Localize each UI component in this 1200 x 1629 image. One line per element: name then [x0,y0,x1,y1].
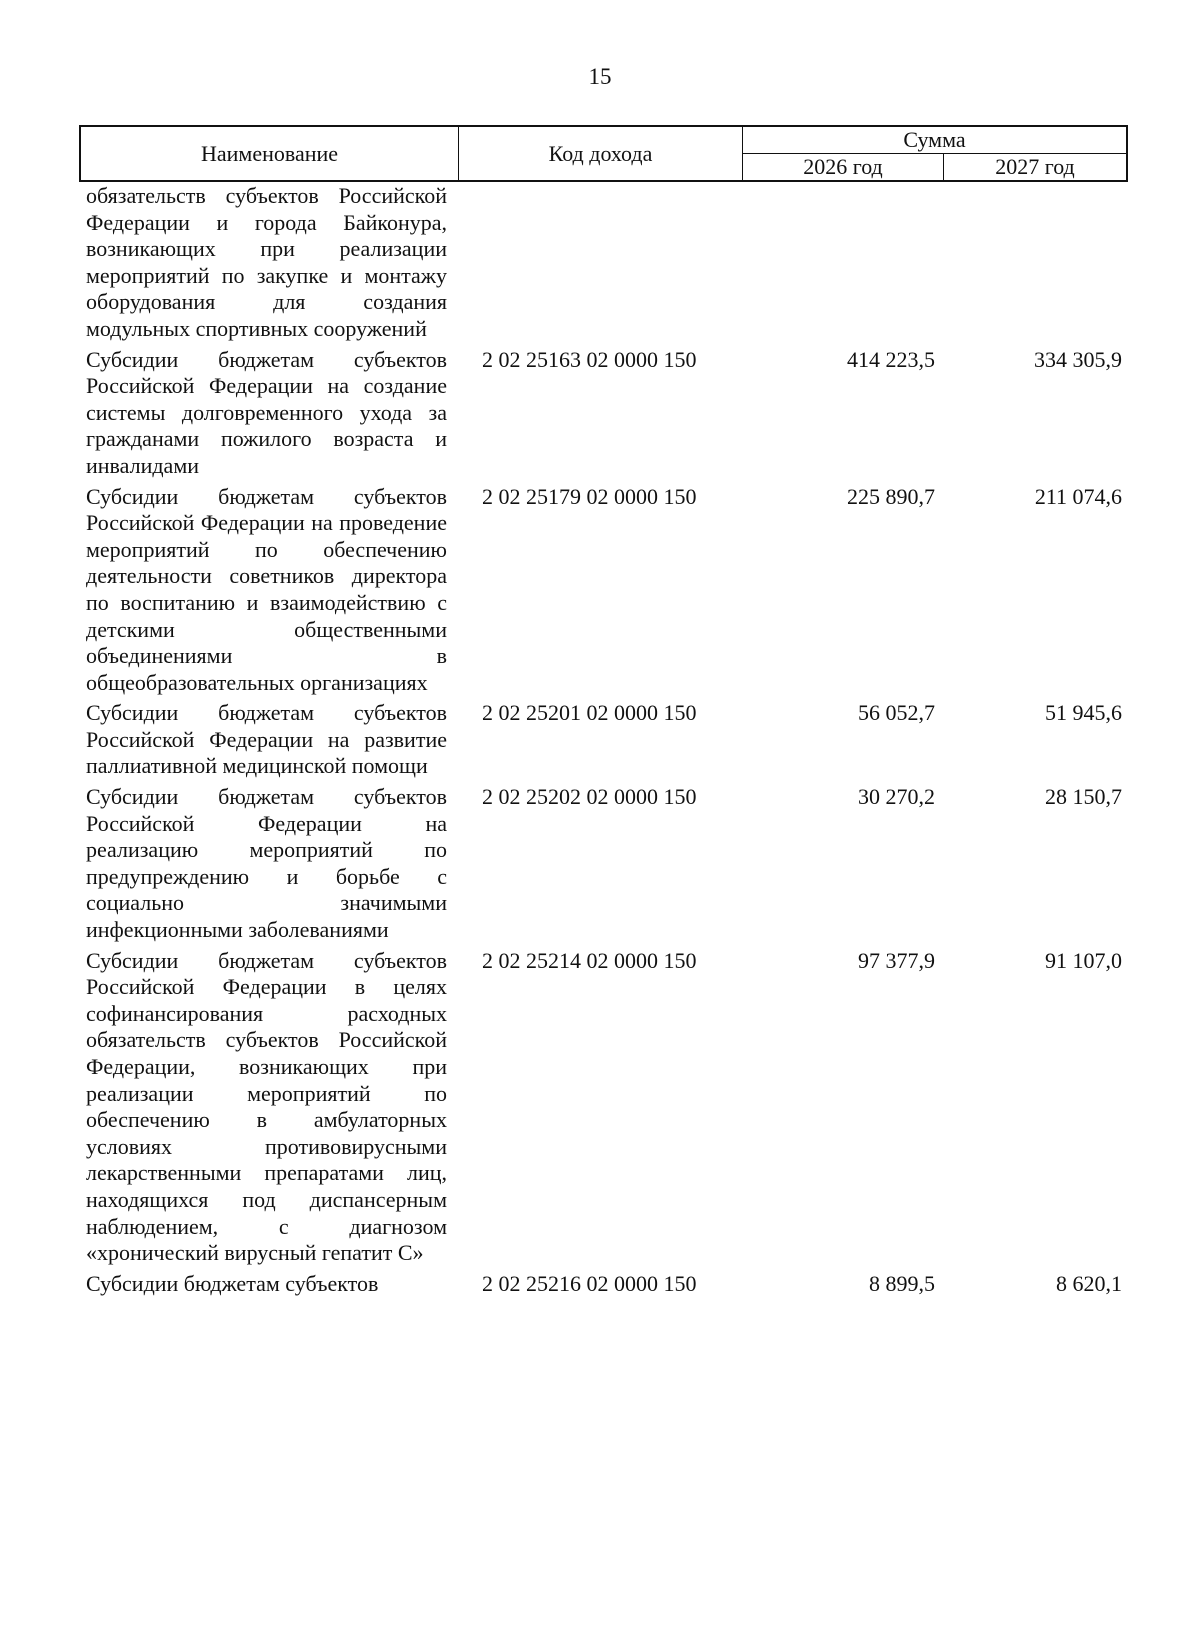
header-code: Код дохода [459,127,743,180]
table-row [86,484,1128,697]
table-row [86,784,1128,944]
row-value-2026: 97 377,9 [858,947,935,973]
row-code: 2 02 25214 02 0000 150 [482,947,697,973]
row-value-2026: 30 270,2 [858,784,935,810]
row-value-2026: 414 223,5 [847,346,935,372]
header-year-2027: 2027 год [995,154,1075,179]
row-code: 2 02 25163 02 0000 150 [482,346,697,372]
row-value-2027: 28 150,7 [1045,784,1122,810]
row-value-2027: 91 107,0 [1045,947,1122,973]
row-name: Субсидии бюджетам субъектов [86,1270,379,1296]
row-value-2027: 8 620,1 [1056,1270,1122,1296]
header-year-2026: 2026 год [743,154,944,180]
row-name: Субсидии бюджетам субъектов Российской Федерации на реализацию мероприятий по предупреждению и борьбе с социально значимыми инфекционными заболеваниями [86,784,447,943]
row-name: Субсидии бюджетам субъектов Российской Федерации на развитие паллиативной медицинской помощи [86,700,447,779]
row-value-2026: 56 052,7 [858,700,935,726]
row-value-2027: 51 945,6 [1045,700,1122,726]
table-body [86,183,1128,1297]
row-code: 2 02 25216 02 0000 150 [482,1270,697,1296]
row-name: Субсидии бюджетам субъектов Российской Федерации на создание системы долговременного ухода за гражданами пожилого возраста и инвалидами [86,346,447,478]
row-code: 2 02 25202 02 0000 150 [482,784,697,810]
table-row [86,1271,1128,1298]
row-code: 2 02 25201 02 0000 150 [482,700,697,726]
row-name: обязательств субъектов Российской Федерации и города Байконура, возникающих при реализации мероприятий по закупке и монтажу оборудования для создания модульных спортивных сооружений [86,183,447,341]
row-name: Субсидии бюджетам субъектов Российской Федерации в целях софинансирования расходных обязательств субъектов Российской Федерации, возникающих при реализации мероприятий по обеспечению в амбулаторных условиях противовирусными лекарственными препаратами лиц, находящихся под диспансерным наблюдением, с диагнозом «хронический вирусный гепатит С» [86,947,447,1266]
table-row [86,347,1128,480]
table-row [86,183,1128,343]
row-value-2026: 225 890,7 [847,483,935,509]
table-row [86,700,1128,780]
table-header [79,125,1128,182]
page-number: 15 [588,64,612,89]
header-sum: Сумма [743,127,1126,154]
row-value-2027: 211 074,6 [1034,483,1122,509]
row-code: 2 02 25179 02 0000 150 [482,483,697,509]
table-row [86,948,1128,1267]
row-name: Субсидии бюджетам субъектов Российской Федерации на проведение мероприятий по обеспечению деятельности советников директора по воспитанию и взаимодействию с детскими общественными объединениями в общеобразовательных организациях [86,483,447,695]
row-value-2027: 334 305,9 [1034,346,1122,372]
row-value-2026: 8 899,5 [869,1270,935,1296]
header-name: Наименование [81,127,459,180]
